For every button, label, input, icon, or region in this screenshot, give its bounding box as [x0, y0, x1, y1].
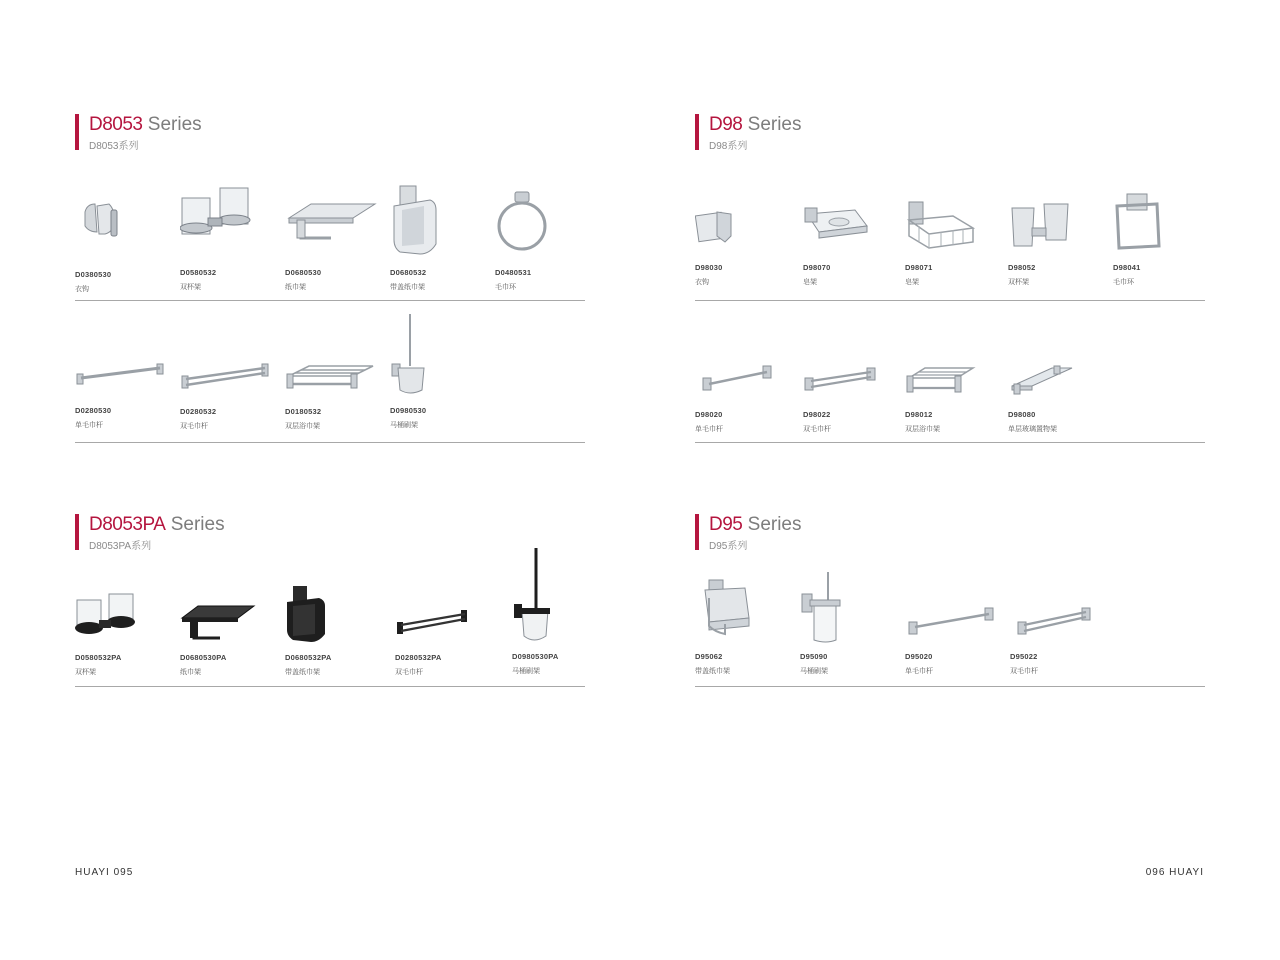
product-code: D95020 — [905, 652, 933, 661]
series-subtitle: D95系列 — [709, 541, 748, 552]
product-name: 双毛巾杆 — [395, 669, 423, 676]
product-code: D0380530 — [75, 270, 112, 279]
product-name: 带盖纸巾架 — [695, 668, 730, 675]
product-code: D0280532 — [180, 407, 217, 416]
series-header — [695, 114, 1205, 154]
series-code: D8053 — [89, 114, 143, 135]
product-row — [75, 184, 585, 301]
product-name: 带盖纸巾架 — [285, 669, 320, 676]
single-towel-bar-icon — [695, 364, 795, 392]
glass-shelf-icon — [1008, 362, 1108, 396]
product-name: 双层浴巾架 — [285, 423, 320, 430]
double-towel-bar-icon — [803, 366, 903, 392]
page-footer-right: 096 HUAYI — [1145, 867, 1204, 878]
product-code: D0480531 — [495, 268, 532, 277]
covered-paper-holder-icon — [695, 576, 795, 638]
product-name: 衣钩 — [695, 279, 709, 286]
product-name: 皂架 — [905, 279, 919, 286]
robe-hook-icon — [75, 192, 175, 252]
toilet-brush-icon — [800, 570, 900, 644]
product-code: D98030 — [695, 263, 723, 272]
double-tumbler-icon — [180, 184, 280, 250]
series-header — [75, 114, 585, 154]
square-towel-ring-icon — [1113, 192, 1213, 250]
series-section — [695, 114, 1205, 433]
product-name: 双杯架 — [75, 669, 96, 676]
accent-bar — [695, 114, 699, 150]
product-name: 皂架 — [803, 279, 817, 286]
covered-paper-holder-icon — [285, 584, 385, 644]
product-code: D0680532 — [390, 268, 427, 277]
product-name: 双毛巾杆 — [180, 423, 208, 430]
series-word: Series — [147, 114, 202, 135]
product-name: 马桶刷架 — [512, 668, 540, 675]
series-word: Series — [170, 514, 225, 535]
series-code: D98 — [709, 114, 743, 135]
product-code: D98041 — [1113, 263, 1141, 272]
towel-shelf-icon — [905, 362, 1005, 396]
toilet-brush-icon — [512, 548, 612, 646]
product-code: D0580532 — [180, 268, 217, 277]
product-name: 双毛巾杆 — [803, 426, 831, 433]
accent-bar — [695, 514, 699, 550]
product-code: D0580532PA — [75, 653, 122, 662]
double-tumbler-icon — [75, 592, 175, 642]
product-name: 单毛巾杆 — [695, 426, 723, 433]
series-section — [75, 114, 585, 430]
series-subtitle: D8053系列 — [89, 141, 139, 152]
single-towel-bar-icon — [905, 606, 1005, 636]
product-name: 双毛巾杆 — [1010, 668, 1038, 675]
paper-holder-shelf-icon — [180, 602, 280, 644]
towel-shelf-icon — [285, 360, 385, 392]
product-name: 单毛巾杆 — [75, 422, 103, 429]
series-title — [709, 514, 1205, 536]
product-code: D0680532PA — [285, 653, 332, 662]
single-towel-bar-icon — [75, 362, 175, 386]
series-title — [89, 514, 585, 536]
product-name: 单毛巾杆 — [905, 668, 933, 675]
double-towel-bar-icon — [395, 608, 495, 636]
product-code: D98071 — [905, 263, 933, 272]
toilet-brush-icon — [390, 314, 490, 396]
product-code: D98080 — [1008, 410, 1036, 419]
double-towel-bar-icon — [180, 362, 280, 390]
series-subtitle: D8053PA系列 — [89, 541, 152, 552]
double-tumbler-icon — [1008, 200, 1108, 250]
product-code: D98020 — [695, 410, 723, 419]
product-code: D0980530PA — [512, 652, 559, 661]
product-code: D0980530 — [390, 406, 427, 415]
series-section — [695, 514, 1205, 675]
product-row — [75, 314, 585, 443]
product-code: D95090 — [800, 652, 828, 661]
product-row — [695, 570, 1205, 687]
product-code: D0680530 — [285, 268, 322, 277]
product-name: 带盖纸巾架 — [390, 284, 425, 291]
double-towel-bar-icon — [1010, 606, 1110, 636]
series-code: D8053PA — [89, 514, 166, 535]
product-code: D0280530 — [75, 406, 112, 415]
product-name: 衣钩 — [75, 286, 89, 293]
product-code: D95062 — [695, 652, 723, 661]
series-subtitle: D98系列 — [709, 141, 748, 152]
product-name: 单层玻璃置物架 — [1008, 426, 1057, 433]
product-code: D98070 — [803, 263, 831, 272]
product-row — [695, 314, 1205, 443]
product-name: 双杯架 — [180, 284, 201, 291]
paper-holder-shelf-icon — [285, 198, 385, 248]
product-code: D98012 — [905, 410, 933, 419]
series-header — [695, 514, 1205, 554]
series-word: Series — [747, 114, 802, 135]
covered-paper-holder-icon — [390, 184, 490, 256]
series-title — [709, 114, 1205, 136]
product-code: D0680530PA — [180, 653, 227, 662]
product-code: D0180532 — [285, 407, 322, 416]
robe-hook-icon — [695, 206, 795, 246]
product-name: 双层浴巾架 — [905, 426, 940, 433]
product-row — [75, 548, 585, 687]
soap-dish-icon — [803, 204, 903, 244]
product-code: D98052 — [1008, 263, 1036, 272]
product-name: 马桶刷架 — [390, 422, 418, 429]
series-word: Series — [747, 514, 802, 535]
product-code: D95022 — [1010, 652, 1038, 661]
accent-bar — [75, 114, 79, 150]
series-code: D95 — [709, 514, 743, 535]
series-title — [89, 114, 585, 136]
product-name: 毛巾环 — [495, 284, 516, 291]
product-row — [695, 184, 1205, 301]
page-footer-left: HUAYI 095 — [75, 867, 134, 878]
series-section — [75, 514, 585, 676]
product-name: 毛巾环 — [1113, 279, 1134, 286]
product-name: 马桶刷架 — [800, 668, 828, 675]
product-code: D98022 — [803, 410, 831, 419]
accent-bar — [75, 514, 79, 550]
towel-ring-icon — [495, 190, 595, 252]
product-name: 双杯架 — [1008, 279, 1029, 286]
product-name: 纸巾架 — [285, 284, 306, 291]
product-name: 纸巾架 — [180, 669, 201, 676]
product-code: D0280532PA — [395, 653, 442, 662]
soap-basket-icon — [905, 200, 1005, 250]
